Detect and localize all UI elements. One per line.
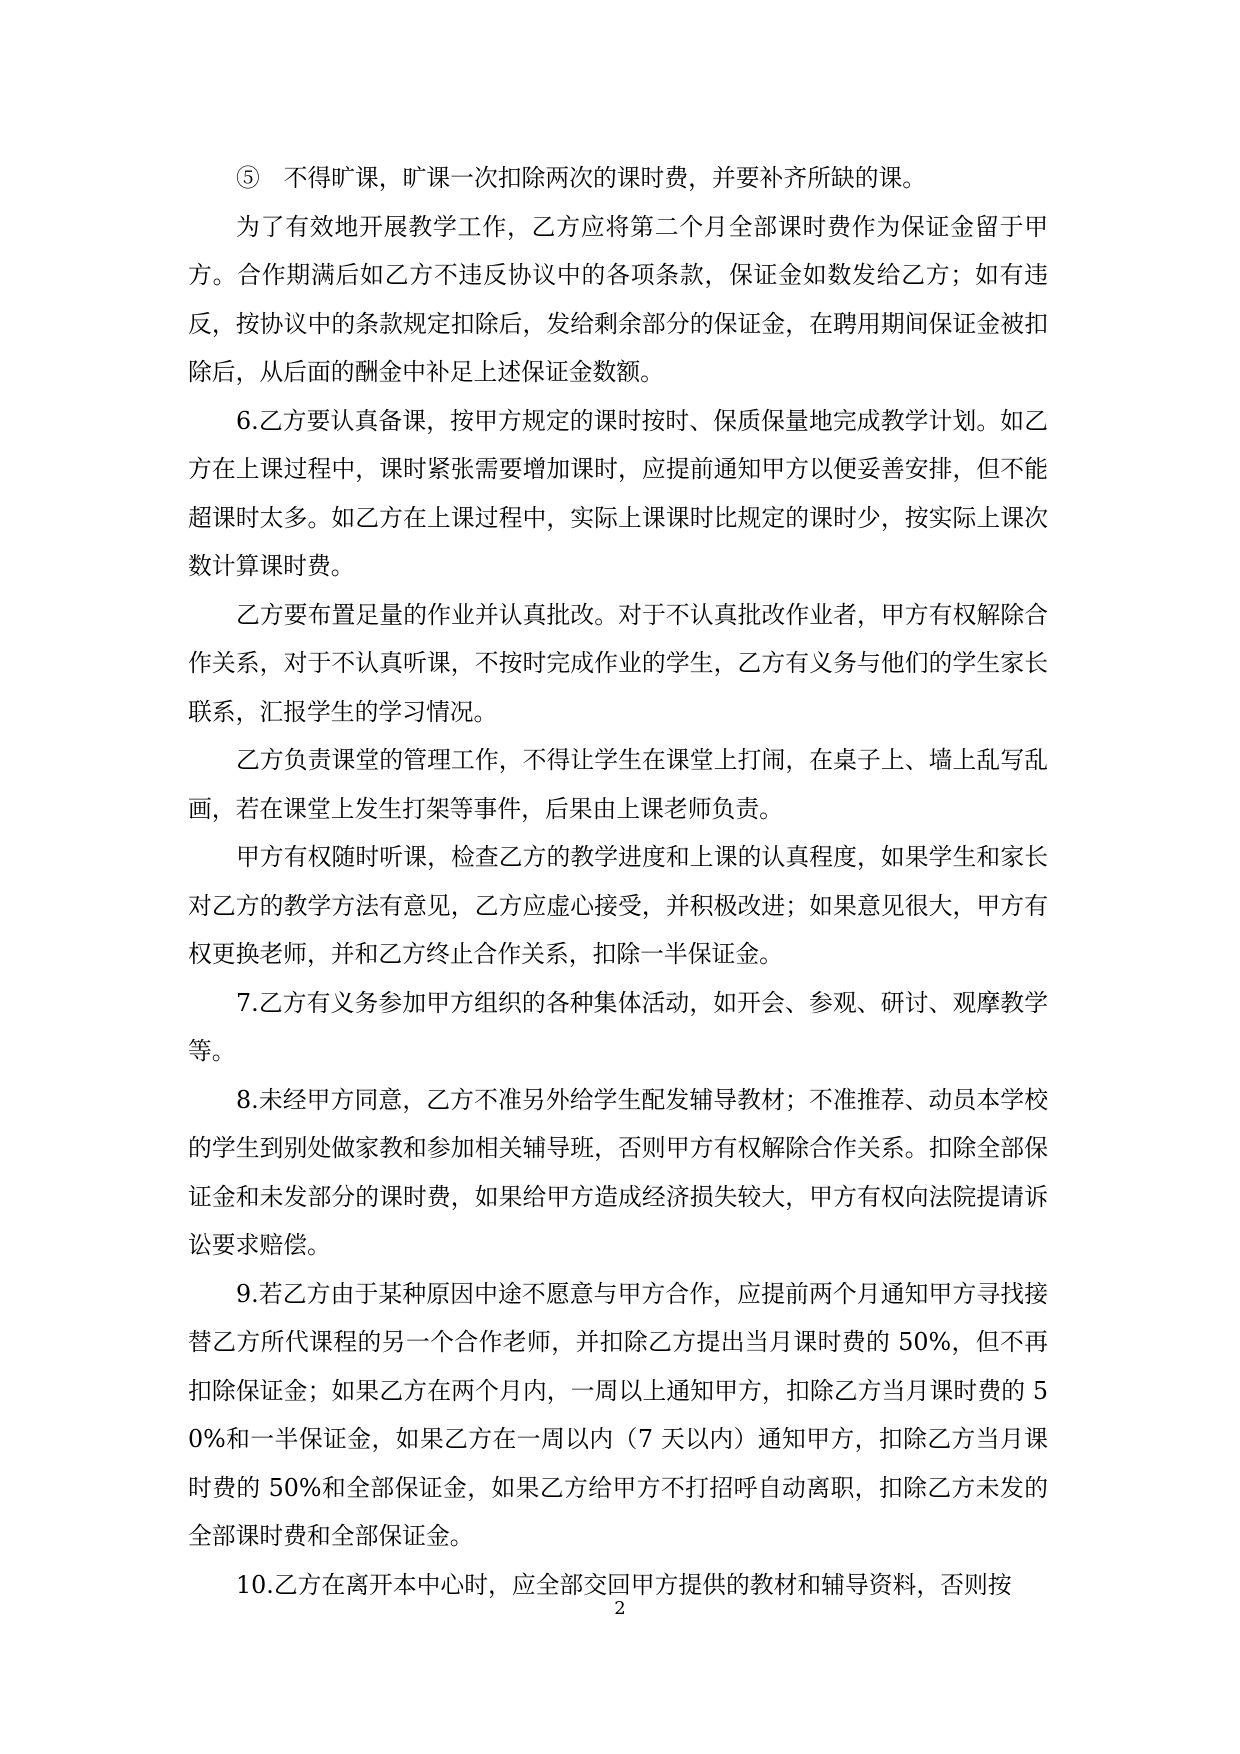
paragraph-clause-7: 7.乙方有义务参加甲方组织的各种集体活动，如开会、参观、研讨、观摩教学等。	[188, 988, 1048, 1065]
page-number: 2	[614, 1598, 626, 1619]
paragraph-clause-9: 9.若乙方由于某种原因中途不愿意与甲方合作，应提前两个月通知甲方寻找接替乙方所代课程的另一个合作老师，并扣除乙方提出当月课时费的 50%，但不再扣除保证金；如果乙方在两个月内，一周以上通知甲方，扣除乙方当月课时费的 50%和一半保证金，如果乙方在一周以内（7 天以内）通知甲方，扣除乙方当月课时费的 50%和全部保证金，如果乙方给甲方不打招呼自动离职，扣除乙方未发的全部课时费和全部保证金。	[188, 1279, 1048, 1550]
paragraph-absenteeism-rule: ⑤ 不得旷课，旷课一次扣除两次的课时费，并要补齐所缺的课。	[236, 164, 927, 192]
paragraph-classroom-management: 乙方负责课堂的管理工作，不得让学生在课堂上打闹，在桌子上、墙上乱写乱画，若在课堂上发生打架等事件，后果由上课老师负责。	[188, 746, 1048, 823]
paragraph-homework: 乙方要布置足量的作业并认真批改。对于不认真批改作业者，甲方有权解除合作关系，对于不认真听课，不按时完成作业的学生，乙方有义务与他们的学生家长联系，汇报学生的学习情况。	[188, 600, 1048, 726]
paragraph-clause-8: 8.未经甲方同意，乙方不准另外给学生配发辅导教材；不准推荐、动员本学校的学生到别处做家教和参加相关辅导班，否则甲方有权解除合作关系。扣除全部保证金和未发部分的课时费，如果给甲方造成经济损失较大，甲方有权向法院提请诉讼要求赔偿。	[188, 1085, 1048, 1259]
paragraph-clause-10: 10.乙方在离开本中心时，应全部交回甲方提供的教材和辅导资料，否则按	[236, 1570, 1012, 1599]
paragraph-deposit: 为了有效地开展教学工作，乙方应将第二个月全部课时费作为保证金留于甲方。合作期满后如乙方不违反协议中的各项条款，保证金如数发给乙方；如有违反，按协议中的条款规定扣除后，发给剩余部分的保证金，在聘用期间保证金被扣除后，从后面的酬金中补足上述保证金数额。	[188, 212, 1048, 386]
paragraph-inspection: 甲方有权随时听课，检查乙方的教学进度和上课的认真程度，如果学生和家长对乙方的教学方法有意见，乙方应虚心接受，并积极改进；如果意见很大，甲方有权更换老师，并和乙方终止合作关系，扣除一半保证金。	[188, 843, 1048, 968]
paragraph-clause-6: 6.乙方要认真备课，按甲方规定的课时按时、保质保量地完成教学计划。如乙方在上课过程中，课时紧张需要增加课时，应提前通知甲方以便妥善安排，但不能超课时太多。如乙方在上课过程中，实际上课课时比规定的课时少，按实际上课次数计算课时费。	[188, 406, 1048, 580]
document-body	[188, 154, 1048, 1609]
